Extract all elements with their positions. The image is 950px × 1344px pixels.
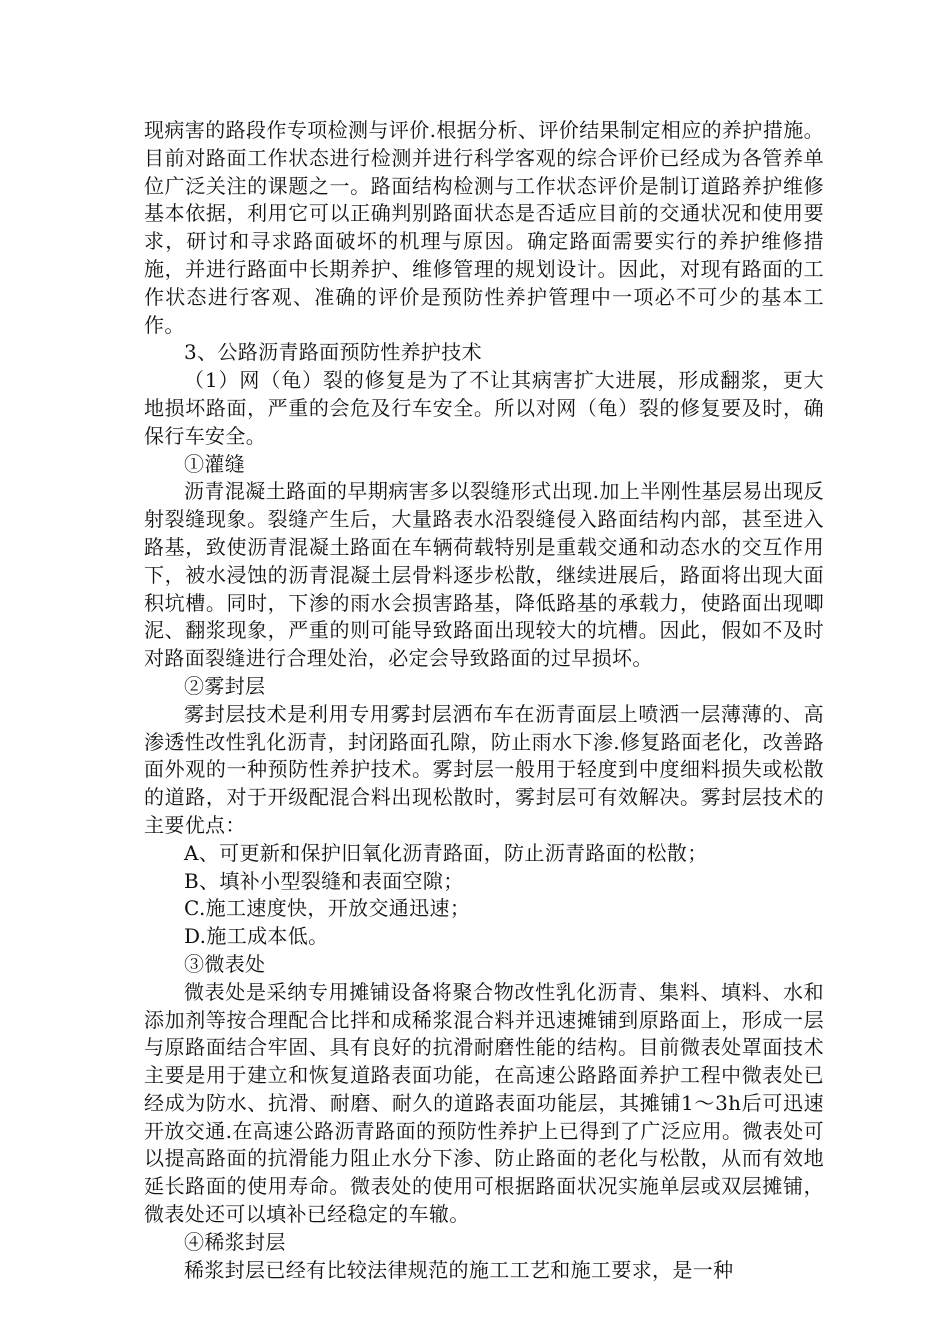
paragraph-crack-repair: （1）网（龟）裂的修复是为了不让其病害扩大进展，形成翻浆，更大地损坏路面，严重的会危及行车安全。所以对网（龟）裂的修复要及时，确保行车安全。 <box>144 368 824 448</box>
paragraph-micro-surfacing: 微表处是采纳专用摊铺设备将聚合物改性乳化沥青、集料、填料、水和添加剂等按合理配合比拌和成稀浆混合料并迅速摊铺到原路面上，形成一层与原路面结合牢固、具有良好的抗滑耐磨性能的结构。目前微表处罩面技术主要是用于建立和恢复道路表面功能，在高速公路路面养护工程中微表处已经成为防水、抗滑、耐磨、耐久的道路表面功能层，其摊铺1～3h后可迅速开放交通.在高速公路沥青路面的预防性养护上已得到了广泛应用。微表处可以提高路面的抗滑能力阻止水分下渗、防止路面的老化与松散，从而有效地延长路面的使用寿命。微表处的使用可根据路面状况实施单层或双层摊铺，微表处还可以填补已经稳定的车辙。 <box>144 979 824 1227</box>
section-heading-3: 3、公路沥青路面预防性养护技术 <box>184 340 482 365</box>
subheading-crack-sealing: ①灌缝 <box>184 451 246 476</box>
paragraph-slurry-seal: 稀浆封层已经有比较法律规范的施工工艺和施工要求，是一种 <box>184 1257 734 1282</box>
list-item-a: A、可更新和保护旧氧化沥青路面，防止沥青路面的松散； <box>184 840 708 865</box>
subheading-micro-surfacing: ③微表处 <box>184 951 266 976</box>
list-item-b: B、填补小型裂缝和表面空隙； <box>184 868 464 893</box>
list-item-c: C.施工速度快，开放交通迅速； <box>184 896 471 921</box>
document-body <box>144 117 824 1284</box>
subheading-fog-seal: ②雾封层 <box>184 673 266 698</box>
paragraph-crack-sealing: 沥青混凝土路面的早期病害多以裂缝形式出现.加上半刚性基层易出现反射裂缝现象。裂缝产生后，大量路表水沿裂缝侵入路面结构内部，甚至进入路基，致使沥青混凝土路面在车辆荷载特别是重载交通和动态水的交互作用下，被水浸蚀的沥青混凝土层骨料逐步松散，继续进展后，路面将出现大面积坑槽。同时，下渗的雨水会损害路基，降低路基的承载力，使路面出现唧泥、翻浆现象，严重的则可能导致路面出现较大的坑槽。因此，假如不及时对路面裂缝进行合理处治，必定会导致路面的过早损坏。 <box>144 479 824 671</box>
list-item-d: D.施工成本低。 <box>184 924 329 949</box>
paragraph-fog-seal: 雾封层技术是利用专用雾封层洒布车在沥青面层上喷洒一层薄薄的、高渗透性改性乳化沥青，封闭路面孔隙，防止雨水下渗.修复路面老化，改善路面外观的一种预防性养护技术。雾封层一般用于轻度到中度细料损失或松散的道路，对于开级配混合料出现松散时，雾封层可有效解决。雾封层技术的主要优点： <box>144 701 824 837</box>
subheading-slurry-seal: ④稀浆封层 <box>184 1229 286 1254</box>
paragraph-intro: 现病害的路段作专项检测与评价.根据分析、评价结果制定相应的养护措施。目前对路面工作状态进行检测并进行科学客观的综合评价已经成为各管养单位广泛关注的课题之一。路面结构检测与工作状态评价是制订道路养护维修基本依据，利用它可以正确判别路面状态是否适应目前的交通状况和使用要求，研讨和寻求路面破坏的机理与原因。确定路面需要实行的养护维修措施，并进行路面中长期养护、维修管理的规划设计。因此，对现有路面的工作状态进行客观、准确的评价是预防性养护管理中一项必不可少的基本工作。 <box>144 118 824 337</box>
